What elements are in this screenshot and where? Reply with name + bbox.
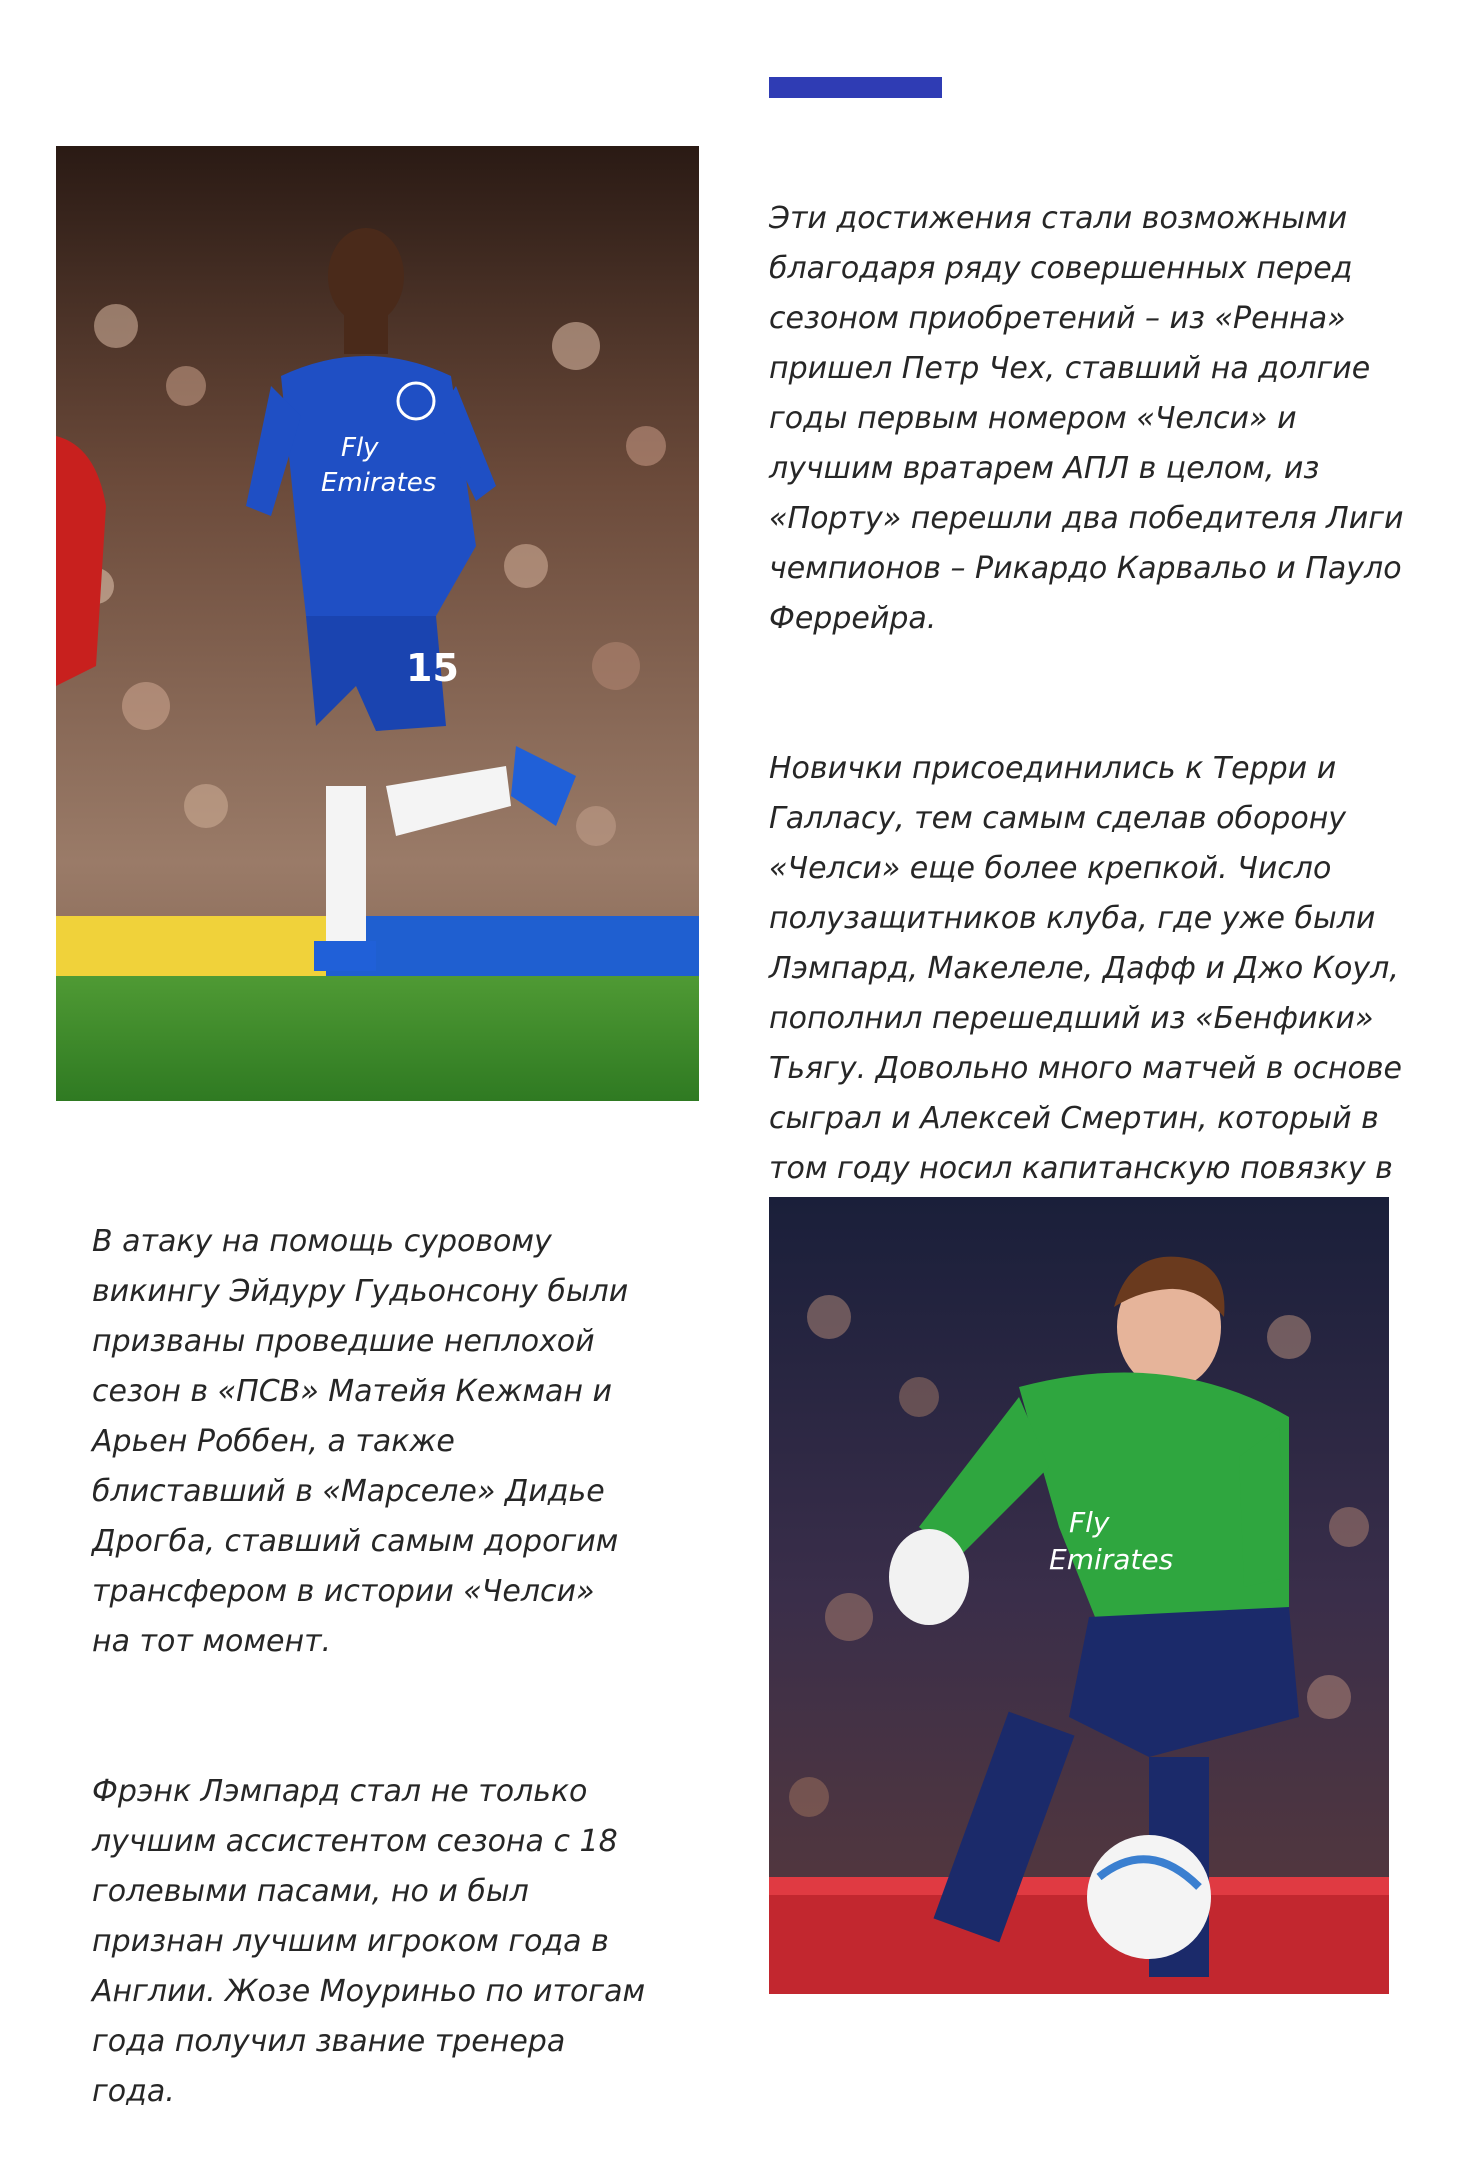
jersey-number: 15 (406, 646, 459, 690)
paragraph-acquisitions: Эти достижения стали возможными благодаря ряду совершенных перед сезоном приобретений – из «Ренна» пришел Петр Чех, ставший на долгие годы первым номером «Челси» и лучшим вратарем АПЛ в целом, из «Порту» перешли два победителя Лиги чемпионов – Рикардо Карвальо и Пауло Феррейра. (769, 201, 1404, 636)
svg-text:Emirates: Emirates (1049, 1543, 1174, 1576)
svg-text:Emirates: Emirates (321, 468, 437, 498)
svg-text:Fly: Fly (341, 433, 379, 463)
goalkeeper-photo (769, 1197, 1389, 1994)
football-player-photo-icon (56, 146, 699, 1101)
left-column-text (92, 1167, 692, 2167)
football-player-photo (56, 146, 699, 1101)
svg-text:Fly: Fly (1069, 1506, 1110, 1539)
accent-bar (769, 77, 942, 98)
goalkeeper-photo-icon (769, 1197, 1389, 1994)
paragraph-newcomers: Новички присоединились к Терри и Галласу, тем самым сделав оборону «Челси» еще более крепкой. Число полузащитников клуба, где уже были Лэмпард, Макелеле, Дафф и Джо Коул, пополнил перешедший из «Бенфики» Тьягу. Довольно много матчей в основе сыграл и Алексей Смертин, который в том году носил капитанскую повязку в (769, 751, 1402, 1186)
right-column-text (769, 144, 1441, 1294)
paragraph-attack: В атаку на помощь суровому викингу Эйдуру Гудьонсону были призваны проведшие неплохой сезон в «ПСВ» Матейя Кежман и Арьен Роббен, а также блиставший в «Марселе» Дидье Дрогба, ставший самым дорогим трансфером в истории «Челси» на тот момент. (92, 1224, 629, 1659)
paragraph-lampard: Фрэнк Лэмпард стал не только лучшим ассистентом сезона с 18 голевыми пасами, но и был признан лучшим игроком года в Англии. Жозе Моуриньо по итогам года получил звание тренера года. (92, 1774, 646, 2109)
